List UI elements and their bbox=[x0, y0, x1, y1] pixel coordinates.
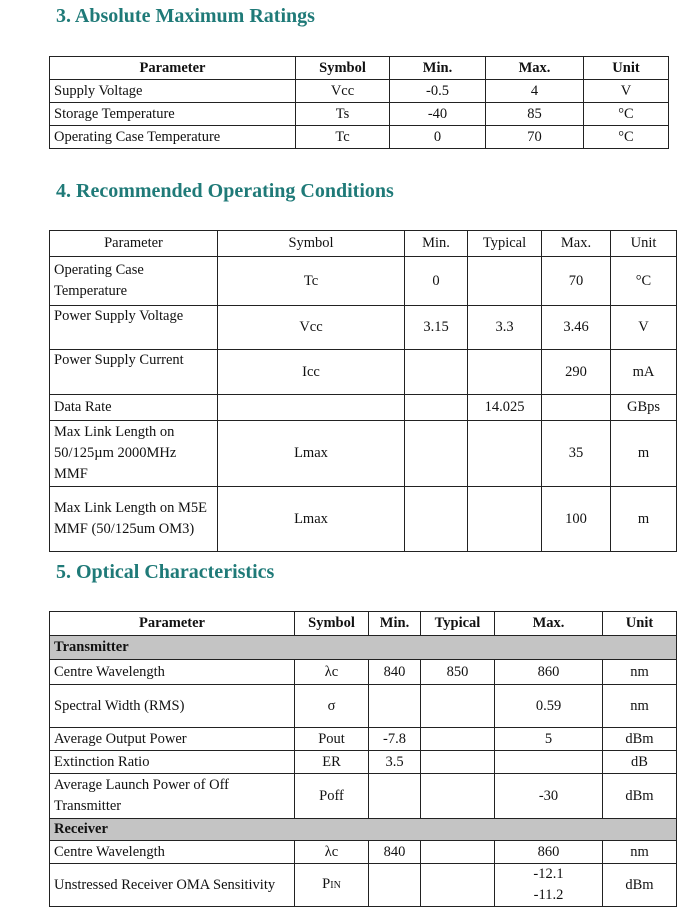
unit-cell: °C bbox=[611, 257, 677, 306]
section-5-title: 5. Optical Characteristics bbox=[56, 561, 275, 583]
parameter-cell: Centre Wavelength bbox=[50, 660, 295, 685]
header-typical: Typical bbox=[421, 612, 495, 636]
unit-cell: nm bbox=[603, 685, 677, 728]
unit-cell: °C bbox=[584, 126, 669, 149]
typical-cell: 3.3 bbox=[468, 306, 542, 350]
unit-cell: m bbox=[611, 487, 677, 552]
min-cell: -7.8 bbox=[369, 728, 421, 751]
min-cell bbox=[405, 487, 468, 552]
header-unit: Unit bbox=[611, 231, 677, 257]
max-cell: 100 bbox=[542, 487, 611, 552]
header-typical: Typical bbox=[468, 231, 542, 257]
header-max: Max. bbox=[542, 231, 611, 257]
table-row bbox=[50, 864, 677, 907]
max-cell: 70 bbox=[486, 126, 584, 149]
max-cell: 35 bbox=[542, 421, 611, 487]
unit-cell: dBm bbox=[603, 728, 677, 751]
optical-characteristics-table bbox=[49, 611, 677, 907]
max-cell: 5 bbox=[495, 728, 603, 751]
section-4-title: 4. Recommended Operating Conditions bbox=[56, 180, 394, 202]
symbol-cell: ER bbox=[295, 751, 369, 774]
symbol-cell bbox=[295, 864, 369, 907]
typical-cell bbox=[421, 728, 495, 751]
transmitter-label: Transmitter bbox=[50, 636, 677, 660]
header-unit: Unit bbox=[584, 57, 669, 80]
symbol-main: P bbox=[322, 876, 331, 892]
table-row bbox=[50, 103, 669, 126]
symbol-cell: λc bbox=[295, 841, 369, 864]
min-cell: -0.5 bbox=[390, 80, 486, 103]
table-row bbox=[50, 774, 677, 819]
parameter-cell: Average Output Power bbox=[50, 728, 295, 751]
max-cell bbox=[495, 751, 603, 774]
typical-cell bbox=[468, 421, 542, 487]
symbol-cell: Ts bbox=[296, 103, 390, 126]
typical-cell bbox=[468, 257, 542, 306]
max-value-2: -11.2 bbox=[533, 887, 564, 903]
max-cell: 85 bbox=[486, 103, 584, 126]
table-header-row bbox=[50, 612, 677, 636]
parameter-cell: Max Link Length on 50/125µm 2000MHz MMF bbox=[50, 421, 218, 487]
symbol-cell: Lmax bbox=[218, 487, 405, 552]
min-cell: 3.15 bbox=[405, 306, 468, 350]
parameter-cell: Centre Wavelength bbox=[50, 841, 295, 864]
symbol-cell: σ bbox=[295, 685, 369, 728]
table-row bbox=[50, 751, 677, 774]
parameter-cell: Extinction Ratio bbox=[50, 751, 295, 774]
parameter-cell: Power Supply Current bbox=[50, 350, 218, 395]
header-parameter: Parameter bbox=[50, 231, 218, 257]
symbol-cell: Poff bbox=[295, 774, 369, 819]
parameter-cell: Supply Voltage bbox=[50, 80, 296, 103]
unit-cell: m bbox=[611, 421, 677, 487]
table-row bbox=[50, 80, 669, 103]
max-cell: 0.59 bbox=[495, 685, 603, 728]
max-cell bbox=[542, 395, 611, 421]
symbol-cell: Tc bbox=[296, 126, 390, 149]
min-cell: 0 bbox=[390, 126, 486, 149]
symbol-cell: Tc bbox=[218, 257, 405, 306]
unit-cell: dB bbox=[603, 751, 677, 774]
parameter-cell: Unstressed Receiver OMA Sensitivity bbox=[50, 864, 295, 907]
max-cell: 290 bbox=[542, 350, 611, 395]
typical-cell bbox=[468, 350, 542, 395]
min-cell bbox=[369, 774, 421, 819]
min-cell: -40 bbox=[390, 103, 486, 126]
parameter-cell: Data Rate bbox=[50, 395, 218, 421]
parameter-cell: Power Supply Voltage bbox=[50, 306, 218, 350]
table-row bbox=[50, 421, 677, 487]
max-cell: -30 bbox=[495, 774, 603, 819]
max-value-1: -12.1 bbox=[533, 866, 564, 882]
parameter-cell: Spectral Width (RMS) bbox=[50, 685, 295, 728]
table-row bbox=[50, 487, 677, 552]
min-cell: 840 bbox=[369, 660, 421, 685]
symbol-cell: Icc bbox=[218, 350, 405, 395]
symbol-cell: λc bbox=[295, 660, 369, 685]
symbol-subscript: IN bbox=[330, 880, 341, 891]
parameter-cell: Max Link Length on M5E MMF (50/125um OM3) bbox=[50, 487, 218, 552]
unit-cell: dBm bbox=[603, 774, 677, 819]
max-cell: 3.46 bbox=[542, 306, 611, 350]
min-cell: 3.5 bbox=[369, 751, 421, 774]
header-symbol: Symbol bbox=[296, 57, 390, 80]
symbol-cell: Vcc bbox=[218, 306, 405, 350]
header-max: Max. bbox=[495, 612, 603, 636]
symbol-cell: Vcc bbox=[296, 80, 390, 103]
unit-cell: nm bbox=[603, 660, 677, 685]
table-row bbox=[50, 660, 677, 685]
typical-cell bbox=[421, 685, 495, 728]
min-cell bbox=[405, 350, 468, 395]
table-row bbox=[50, 685, 677, 728]
typical-cell bbox=[468, 487, 542, 552]
typical-cell bbox=[421, 864, 495, 907]
unit-cell: V bbox=[611, 306, 677, 350]
table-row bbox=[50, 306, 677, 350]
parameter-cell: Average Launch Power of Off Transmitter bbox=[50, 774, 295, 819]
unit-cell: GBps bbox=[611, 395, 677, 421]
table-row bbox=[50, 395, 677, 421]
table-header-row bbox=[50, 57, 669, 80]
parameter-cell: Storage Temperature bbox=[50, 103, 296, 126]
unit-cell: V bbox=[584, 80, 669, 103]
unit-cell: °C bbox=[584, 103, 669, 126]
max-cell: 70 bbox=[542, 257, 611, 306]
header-parameter: Parameter bbox=[50, 57, 296, 80]
table-row bbox=[50, 126, 669, 149]
header-max: Max. bbox=[486, 57, 584, 80]
max-cell: 4 bbox=[486, 80, 584, 103]
table-header-row bbox=[50, 231, 677, 257]
table-row bbox=[50, 728, 677, 751]
header-symbol: Symbol bbox=[218, 231, 405, 257]
min-cell bbox=[405, 421, 468, 487]
symbol-cell: Pout bbox=[295, 728, 369, 751]
symbol-cell bbox=[218, 395, 405, 421]
typical-cell: 850 bbox=[421, 660, 495, 685]
table-row bbox=[50, 350, 677, 395]
min-cell bbox=[369, 864, 421, 907]
table-row bbox=[50, 841, 677, 864]
max-cell: 860 bbox=[495, 660, 603, 685]
absolute-max-ratings-table bbox=[49, 56, 669, 149]
parameter-cell: Operating Case Temperature bbox=[50, 257, 218, 306]
unit-cell: nm bbox=[603, 841, 677, 864]
header-min: Min. bbox=[390, 57, 486, 80]
header-min: Min. bbox=[405, 231, 468, 257]
typical-cell bbox=[421, 841, 495, 864]
parameter-cell: Operating Case Temperature bbox=[50, 126, 296, 149]
table-row bbox=[50, 257, 677, 306]
recommended-operating-conditions-table bbox=[49, 230, 677, 552]
symbol-cell: Lmax bbox=[218, 421, 405, 487]
min-cell: 0 bbox=[405, 257, 468, 306]
unit-cell: mA bbox=[611, 350, 677, 395]
unit-cell: dBm bbox=[603, 864, 677, 907]
max-cell bbox=[495, 864, 603, 907]
header-parameter: Parameter bbox=[50, 612, 295, 636]
transmitter-section-row bbox=[50, 636, 677, 660]
receiver-label: Receiver bbox=[50, 819, 677, 841]
typical-cell: 14.025 bbox=[468, 395, 542, 421]
header-symbol: Symbol bbox=[295, 612, 369, 636]
min-cell bbox=[405, 395, 468, 421]
receiver-section-row bbox=[50, 819, 677, 841]
typical-cell bbox=[421, 774, 495, 819]
section-3-title: 3. Absolute Maximum Ratings bbox=[56, 5, 315, 27]
typical-cell bbox=[421, 751, 495, 774]
header-min: Min. bbox=[369, 612, 421, 636]
max-cell: 860 bbox=[495, 841, 603, 864]
min-cell bbox=[369, 685, 421, 728]
min-cell: 840 bbox=[369, 841, 421, 864]
header-unit: Unit bbox=[603, 612, 677, 636]
